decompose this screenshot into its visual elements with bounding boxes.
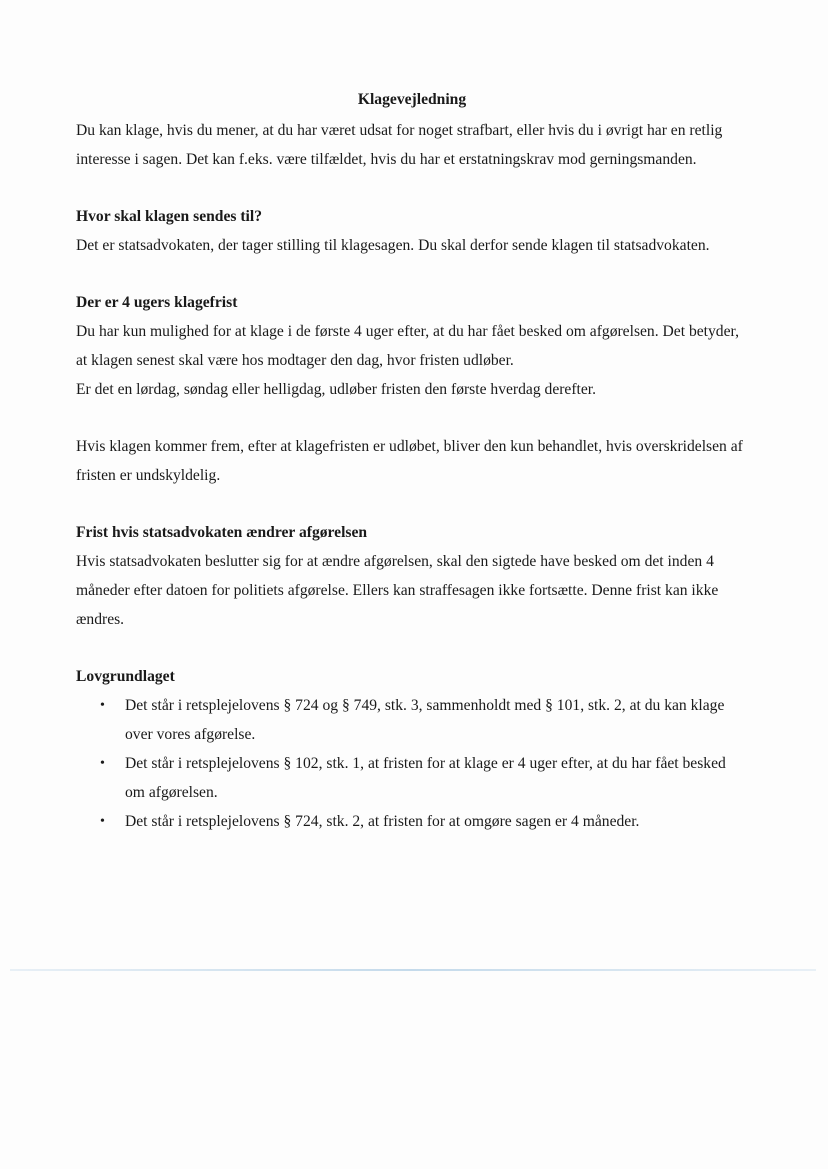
spacer	[76, 634, 748, 662]
document-body	[76, 86, 748, 836]
section-paragraph-late-complaint: Hvis klagen kommer frem, efter at klagefristen er udløbet, bliver den kun behandlet, hvis overskridelsen af fristen er undskyldelig.	[76, 438, 743, 484]
section-paragraph-deadline-weekend: Er det en lørdag, søndag eller helligdag, udløber fristen den første hverdag derefter.	[76, 381, 597, 398]
list-item-text: Det står i retsplejelovens § 102, stk. 1, at fristen for at klage er 4 uger efter, at du har fået besked om afgørelsen.	[125, 755, 726, 801]
spacer	[76, 490, 748, 518]
section-paragraph-prosecutor-change: Hvis statsadvokaten beslutter sig for at ændre afgørelsen, skal den sigtede have besked om det inden 4 måneder efter datoen for politiets afgørelse. Ellers kan straffesagen ikke fortsætte. Denne frist kan ikke ændres.	[76, 553, 719, 628]
bullet-icon: •	[100, 698, 105, 713]
document-title: Klagevejledning	[357, 91, 467, 108]
list-item	[76, 807, 748, 836]
intro-paragraph: Du kan klage, hvis du mener, at du har været udsat for noget strafbart, eller hvis du i øvrigt har en retlig interesse i sagen. Det kan f.eks. være tilfældet, hvis du har et erstatningskrav mod gerningsmanden.	[76, 122, 723, 168]
bullet-icon: •	[100, 756, 105, 771]
spacer	[76, 404, 748, 432]
list-item-text: Det står i retsplejelovens § 724, stk. 2, at fristen for at omgøre sagen er 4 måneder.	[125, 813, 640, 830]
list-item	[76, 691, 748, 749]
scan-fold-line	[10, 969, 816, 971]
section-heading-prosecutor-change: Frist hvis statsadvokaten ændrer afgørelsen	[76, 524, 368, 541]
section-heading-legal-basis: Lovgrundlaget	[76, 668, 175, 685]
legal-basis-list	[76, 691, 748, 836]
spacer	[76, 260, 748, 288]
section-heading-deadline: Der er 4 ugers klagefrist	[76, 294, 238, 311]
spacer	[76, 174, 748, 202]
section-paragraph-recipient: Det er statsadvokaten, der tager stilling til klagesagen. Du skal derfor sende klagen til statsadvokaten.	[76, 237, 710, 254]
section-heading-recipient: Hvor skal klagen sendes til?	[76, 208, 262, 225]
section-paragraph-deadline: Du har kun mulighed for at klage i de første 4 uger efter, at du har fået besked om afgørelsen. Det betyder, at klagen senest skal være hos modtager den dag, hvor fristen udløber.	[76, 323, 739, 369]
bullet-icon: •	[100, 814, 105, 829]
list-item	[76, 749, 748, 807]
list-item-text: Det står i retsplejelovens § 724 og § 749, stk. 3, sammenholdt med § 101, stk. 2, at du kan klage over vores afgørelse.	[125, 697, 725, 743]
